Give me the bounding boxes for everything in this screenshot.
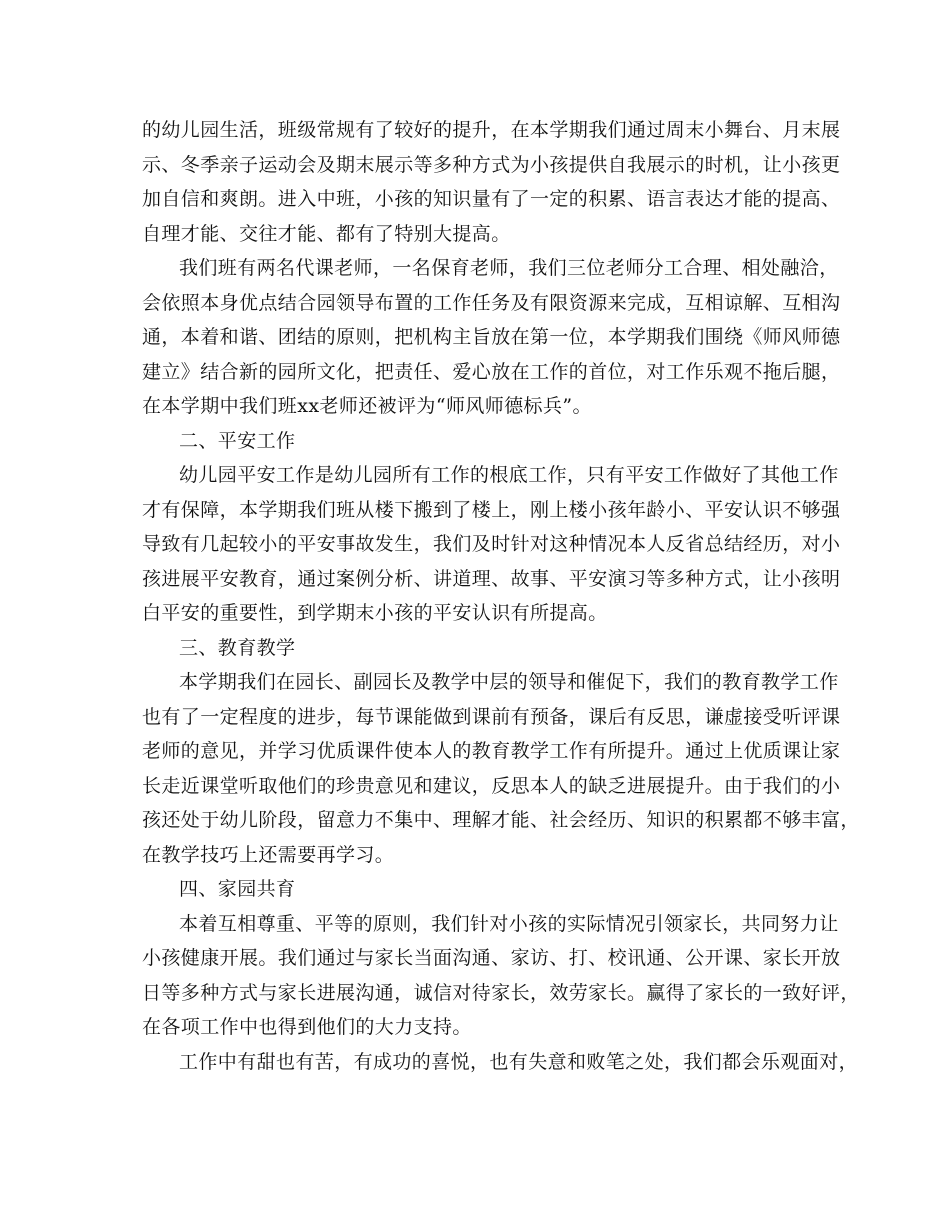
text-line: 自理才能、交往才能、都有了特别大提高。 (142, 222, 511, 245)
text-line: 加自信和爽朗。进入中班，小孩的知识量有了一定的积累、语言表达才能的提高、 (142, 188, 841, 210)
text-line: 日等多种方式与家长进展沟通，诚信对待家长，效劳家长。赢得了家长的一致好评， (142, 981, 860, 1004)
text-line: 孩进展平安教育，通过案例分析、讲道理、故事、平安演习等多种方式，让小孩明 (142, 567, 841, 590)
text-line: 幼儿园平安工作是幼儿园所有工作的根底工作，只有平安工作做好了其他工作 (179, 464, 839, 486)
text-line: 在各项工作中也得到他们的大力支持。 (142, 1016, 472, 1038)
text-line: 的幼儿园生活，班级常规有了较好的提升，在本学期我们通过周末小舞台、月末展 (142, 119, 841, 141)
text-line: 本学期我们在园长、副园长及教学中层的领导和催促下，我们的教育教学工作 (179, 671, 839, 693)
text-line: 建立》结合新的园所文化，把责任、爱心放在工作的首位，对工作乐观不拖后腿， (142, 360, 841, 383)
text-line: 示、冬季亲子运动会及期末展示等多种方式为小孩提供自我展示的时机，让小孩更 (142, 153, 841, 176)
text-line: 也有了一定程度的进步，每节课能做到课前有预备，课后有反思，谦虚接受听评课 (142, 705, 841, 728)
text-line: 老师的意见，并学习优质课件使本人的教育教学工作有所提升。通过上优质课让家 (142, 740, 841, 762)
text-line: 导致有几起较小的平安事故发生，我们及时针对这种情况本人反省总结经历，对小 (142, 533, 841, 555)
text-line: 孩还处于幼儿阶段，留意力不集中、理解才能、社会经历、知识的积累都不够丰富， (142, 809, 860, 831)
text-line: 才有保障，本学期我们班从楼下搬到了楼上，刚上楼小孩年龄小、平安认识不够强 (142, 498, 841, 521)
text-line: 我们班有两名代课老师，一名保育老师，我们三位老师分工合理、相处融洽， (179, 257, 839, 279)
text-line: 本着互相尊重、平等的原则，我们针对小孩的实际情况引领家长，共同努力让 (179, 912, 839, 935)
text-line: 二、平安工作 (179, 429, 296, 452)
text-line: 在教学技巧上还需要再学习。 (142, 843, 395, 866)
text-line: 长走近课堂听取他们的珍贵意见和建议，反思本人的缺乏进展提升。由于我们的小 (142, 774, 841, 797)
text-line: 小孩健康开展。我们通过与家长当面沟通、家访、打、校讯通、公开课、家长开放 (142, 947, 841, 969)
text-line: 四、家园共育 (179, 878, 296, 900)
text-line: 会依照本身优点结合园领导布置的工作任务及有限资源来完成，互相谅解、互相沟 (142, 291, 841, 314)
text-line: 通，本着和谐、团结的原则，把机构主旨放在第一位，本学期我们围绕《师风师德 (142, 326, 841, 348)
document-body (142, 113, 860, 1079)
text-line: 三、教育教学 (179, 636, 296, 659)
text-line: 在本学期中我们班xx老师还被评为“师风师德标兵”。 (142, 395, 592, 417)
text-line: 白平安的重要性，到学期末小孩的平安认识有所提高。 (142, 602, 608, 624)
text-line: 工作中有甜也有苦，有成功的喜悦，也有失意和败笔之处，我们都会乐观面对， (179, 1050, 859, 1073)
